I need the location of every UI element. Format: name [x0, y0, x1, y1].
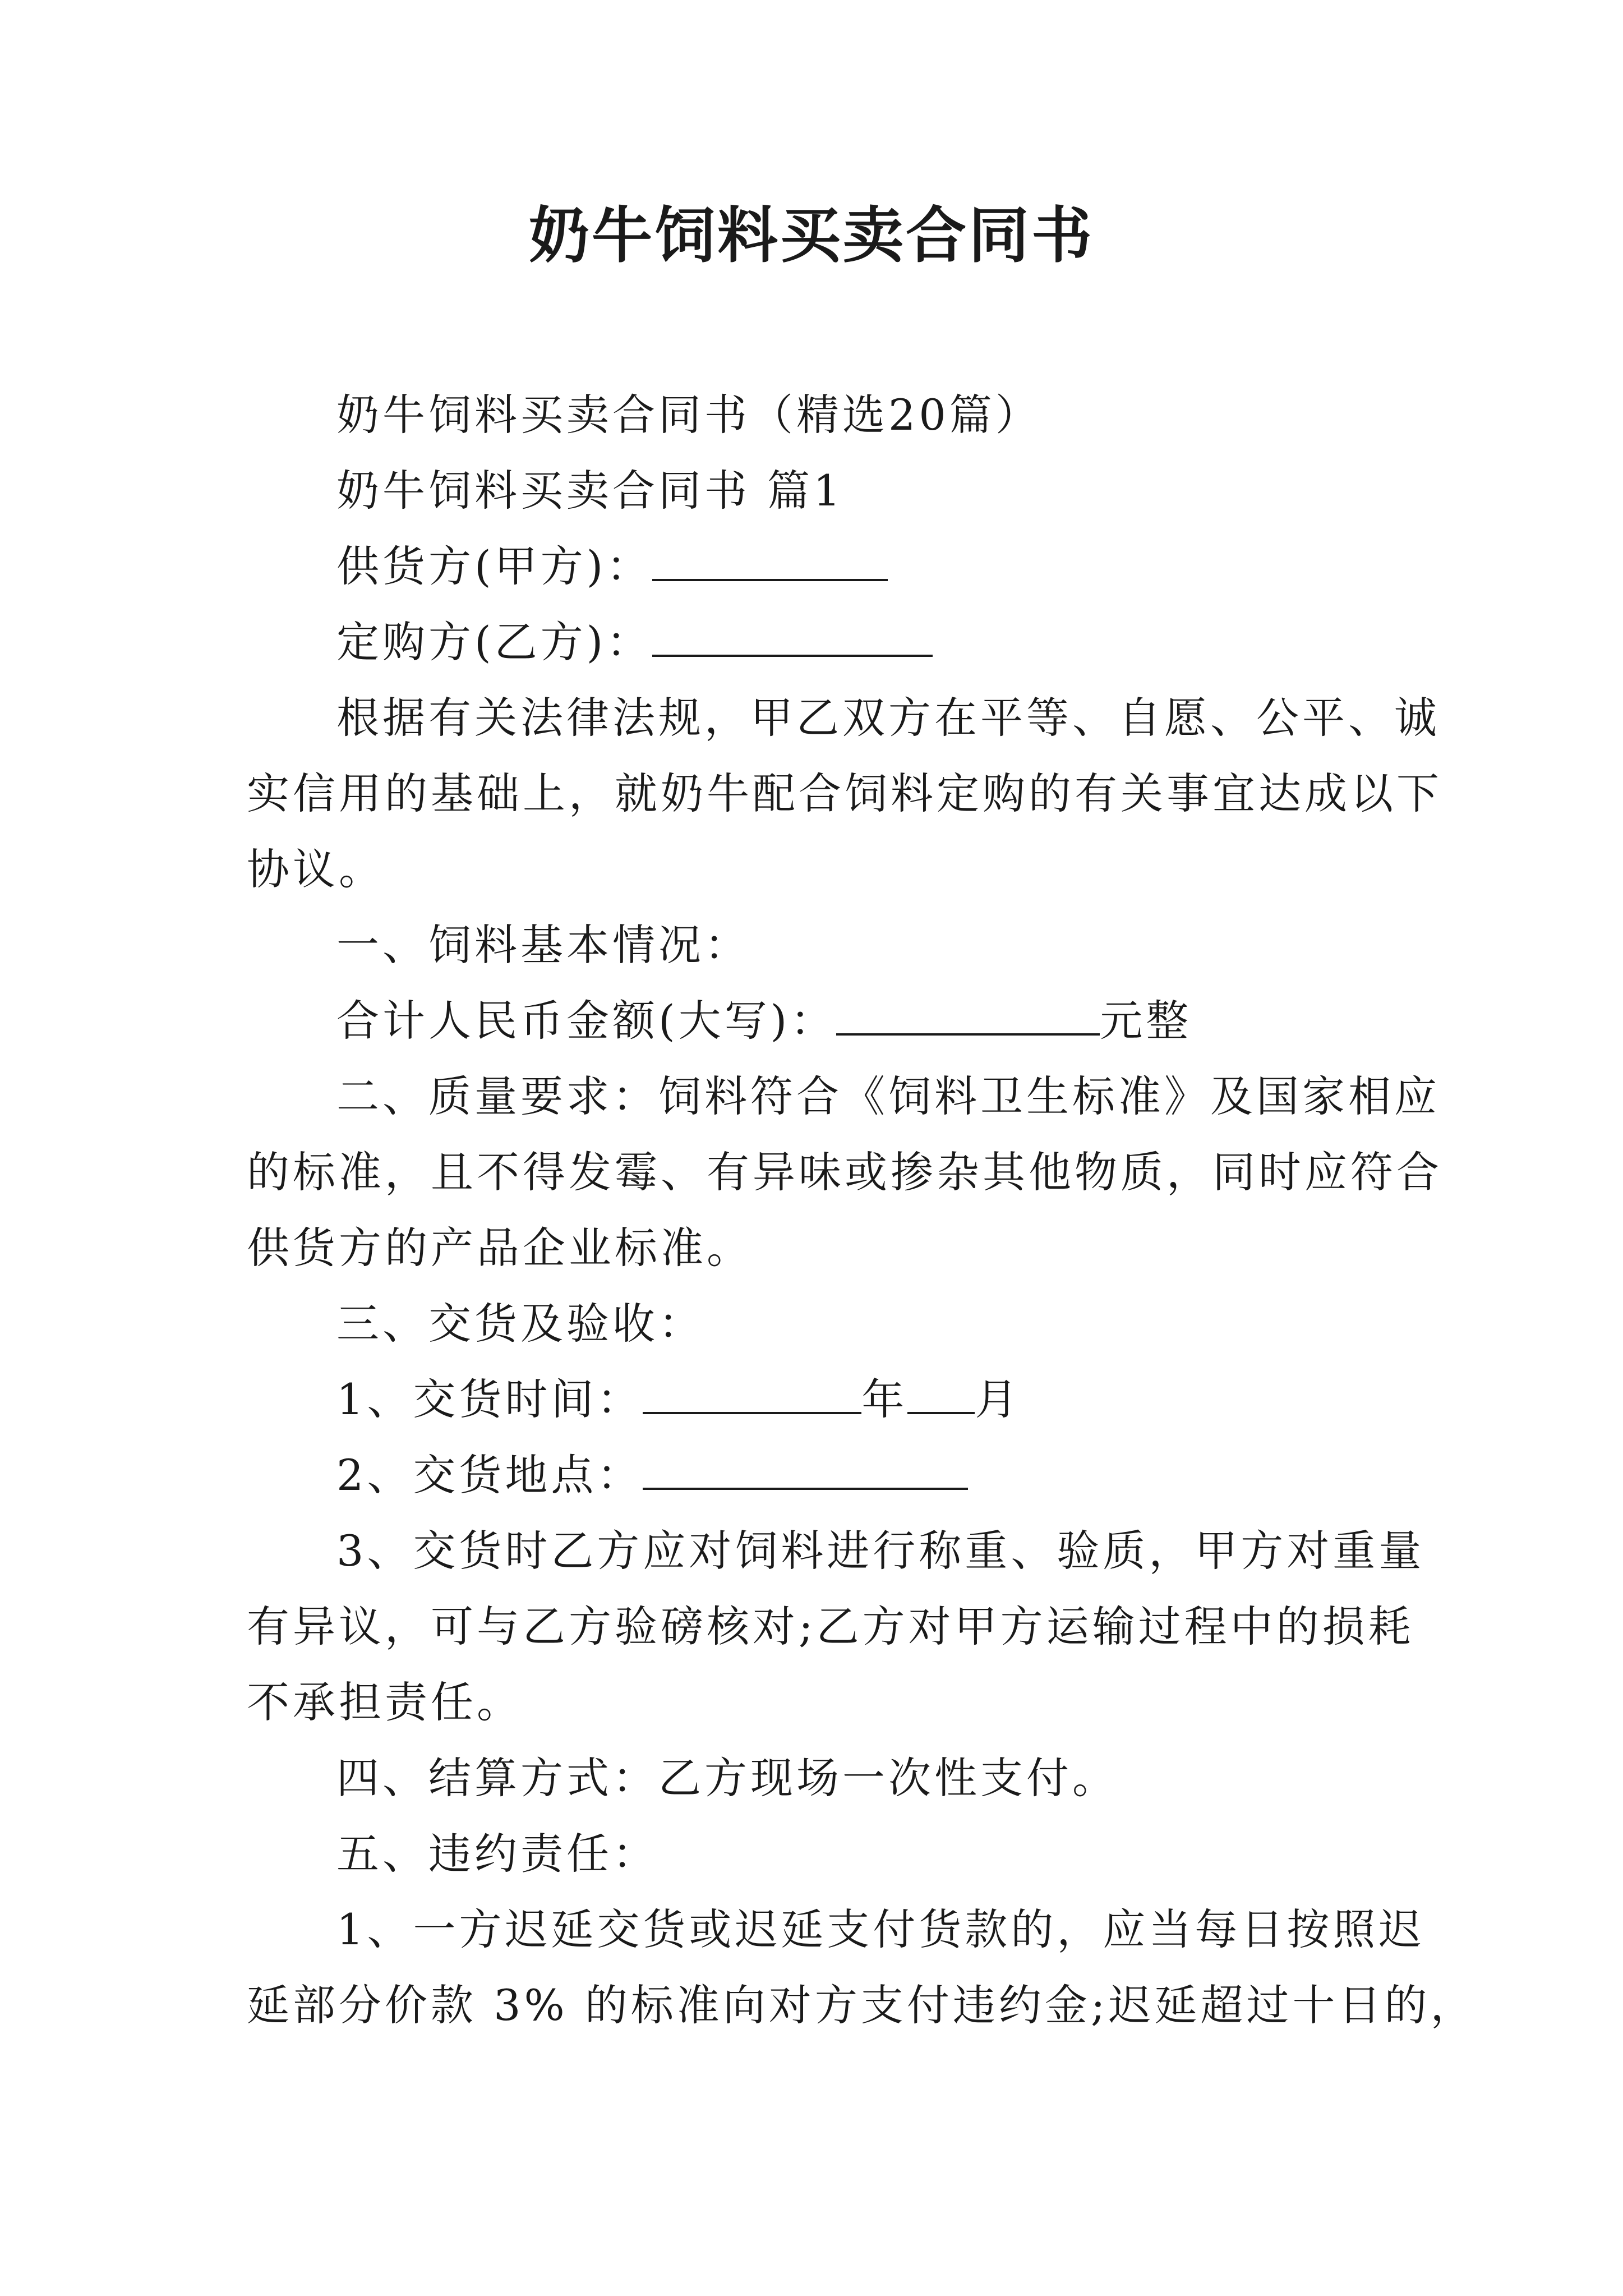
item3-heading: 三、交货及验收： [336, 1299, 704, 1349]
delivery-place-blank [643, 1453, 968, 1490]
supplier-line [336, 533, 888, 600]
delivery-year-blank [643, 1377, 861, 1414]
item5-1-line-2: 延部分价款 3% 的标准向对方支付违约金;迟延超过十日的， [247, 1980, 1477, 2030]
item4-settlement: 四、结算方式：乙方现场一次性支付。 [336, 1753, 1118, 1803]
delivery-time-line [336, 1366, 1021, 1433]
total-label: 合计人民币金额(大写)： [336, 996, 837, 1046]
item2-line-3: 供货方的产品企业标准。 [247, 1223, 753, 1273]
intro-line-2: 实信用的基础上，就奶牛配合饲料定购的有关事宜达成以下 [247, 769, 1442, 818]
buyer-line [336, 609, 933, 676]
delivery-month-blank [907, 1377, 975, 1414]
section-heading: 奶牛饲料买卖合同书 篇1 [336, 466, 844, 516]
item2-line-1: 二、质量要求：饲料符合《饲料卫生标准》及国家相应 [336, 1071, 1440, 1121]
item3-3-line-3: 不承担责任。 [247, 1677, 523, 1727]
delivery-place-label: 2、交货地点： [336, 1450, 643, 1500]
item5-heading: 五、违约责任： [336, 1829, 658, 1879]
buyer-blank [652, 620, 933, 657]
intro-line-1: 根据有关法律法规，甲乙双方在平等、自愿、公平、诚 [336, 693, 1440, 743]
supplier-label: 供货方(甲方)： [336, 541, 653, 591]
delivery-place-line [336, 1442, 968, 1509]
item3-3-line-1: 3、交货时乙方应对饲料进行称重、验质，甲方对重量 [336, 1526, 1425, 1576]
total-suffix: 元整 [1100, 996, 1192, 1046]
item1-heading: 一、饲料基本情况： [336, 920, 750, 970]
item5-1-line-1: 1、一方迟延交货或迟延支付货款的，应当每日按照迟 [336, 1904, 1425, 1954]
total-amount-line [336, 987, 1192, 1055]
item3-3-line-2: 有异议，可与乙方验磅核对;乙方对甲方运输过程中的损耗 [247, 1602, 1414, 1651]
item2-line-2: 的标准，且不得发霉、有异味或掺杂其他物质，同时应符合 [247, 1147, 1442, 1197]
supplier-blank [652, 544, 888, 581]
intro-line-3: 协议。 [247, 844, 385, 894]
document-title: 奶牛饲料买卖合同书 [528, 200, 1094, 271]
buyer-label: 定购方(乙方)： [336, 617, 653, 667]
delivery-time-label: 1、交货时间： [336, 1374, 643, 1424]
year-label: 年 [861, 1374, 908, 1424]
document-subtitle: 奶牛饲料买卖合同书（精选20篇） [336, 390, 1041, 440]
total-blank [836, 999, 1100, 1036]
month-label: 月 [975, 1374, 1021, 1424]
